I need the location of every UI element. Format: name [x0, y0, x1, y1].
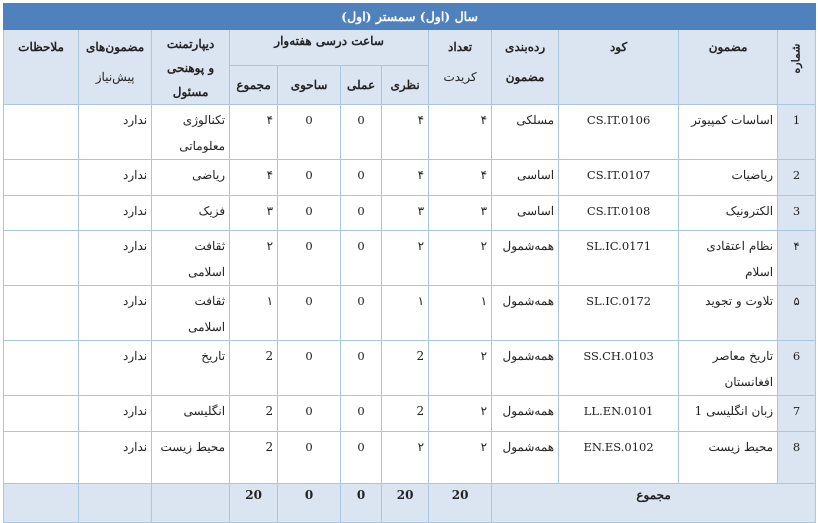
- theory-hours: 2: [382, 396, 429, 432]
- total-hours: 2: [230, 341, 278, 396]
- header-prerequisites: مضمون‌های پیش‌نیاز: [79, 30, 152, 105]
- subject-name: محیط زیست: [679, 432, 778, 484]
- subject-category: همه‌شمول: [492, 396, 559, 432]
- subject-category: اساسی: [492, 160, 559, 196]
- curriculum-table: [3, 3, 816, 523]
- row-number: 3: [778, 196, 816, 231]
- subject-category: همه‌شمول: [492, 341, 559, 396]
- theory-hours: ۲: [382, 231, 429, 286]
- field-hours: 0: [278, 160, 341, 196]
- header-row: [4, 30, 816, 66]
- header-notes: ملاحظات: [4, 30, 79, 105]
- table-row: [4, 432, 816, 484]
- subject-code: CS.IT.0108: [559, 196, 679, 231]
- practical-hours: 0: [341, 196, 382, 231]
- total-hours: ۲: [230, 231, 278, 286]
- credit-count: ۴: [429, 105, 492, 160]
- table-row: [4, 196, 816, 231]
- notes-cell: [4, 432, 79, 484]
- totals-theory: 20: [382, 484, 429, 523]
- subject-code: SL.IC.0172: [559, 286, 679, 341]
- totals-empty-prereq: [79, 484, 152, 523]
- row-number: 8: [778, 432, 816, 484]
- credit-count: ۴: [429, 160, 492, 196]
- header-field: ساحوی: [278, 65, 341, 104]
- notes-cell: [4, 286, 79, 341]
- totals-credits: 20: [429, 484, 492, 523]
- header-number: شماره: [778, 30, 816, 105]
- header-subject: مضمون: [679, 30, 778, 105]
- credit-count: ۲: [429, 231, 492, 286]
- theory-hours: ۳: [382, 196, 429, 231]
- theory-hours: ۴: [382, 160, 429, 196]
- header-code: کود: [559, 30, 679, 105]
- theory-hours: ۲: [382, 432, 429, 484]
- row-number: 7: [778, 396, 816, 432]
- practical-hours: 0: [341, 341, 382, 396]
- subject-code: LL.EN.0101: [559, 396, 679, 432]
- credit-count: ۲: [429, 432, 492, 484]
- header-credits: تعداد کریدت: [429, 30, 492, 105]
- table-title: سال (اول) سمستر (اول): [4, 4, 816, 30]
- subject-name: اساسات کمپیوتر: [679, 105, 778, 160]
- theory-hours: ۴: [382, 105, 429, 160]
- field-hours: 0: [278, 196, 341, 231]
- theory-hours: ۱: [382, 286, 429, 341]
- header-total: مجموع: [230, 65, 278, 104]
- subject-name: تلاوت و تجوید: [679, 286, 778, 341]
- subject-name: نظام اعتقادی اسلام: [679, 231, 778, 286]
- subject-category: همه‌شمول: [492, 286, 559, 341]
- practical-hours: 0: [341, 432, 382, 484]
- field-hours: 0: [278, 341, 341, 396]
- row-number: 6: [778, 341, 816, 396]
- totals-label: مجموع: [492, 484, 816, 523]
- department-name: محیط زیست: [152, 432, 230, 484]
- table-row: [4, 231, 816, 286]
- prerequisite: ندارد: [79, 432, 152, 484]
- header-category: رده‌بندی مضمون: [492, 30, 559, 105]
- subject-code: CS.IT.0107: [559, 160, 679, 196]
- prerequisite: ندارد: [79, 396, 152, 432]
- totals-practical: 0: [341, 484, 382, 523]
- prerequisite: ندارد: [79, 196, 152, 231]
- row-number: ۴: [778, 231, 816, 286]
- credit-count: ۳: [429, 196, 492, 231]
- subject-name: زبان انگلیسی 1: [679, 396, 778, 432]
- table-row: [4, 286, 816, 341]
- theory-hours: 2: [382, 341, 429, 396]
- department-name: فزیک: [152, 196, 230, 231]
- practical-hours: 0: [341, 396, 382, 432]
- prerequisite: ندارد: [79, 105, 152, 160]
- subject-category: اساسی: [492, 196, 559, 231]
- row-number: 1: [778, 105, 816, 160]
- department-name: تاریخ: [152, 341, 230, 396]
- prerequisite: ندارد: [79, 286, 152, 341]
- total-hours: ۴: [230, 160, 278, 196]
- total-hours: ۴: [230, 105, 278, 160]
- total-hours: 2: [230, 432, 278, 484]
- notes-cell: [4, 231, 79, 286]
- practical-hours: 0: [341, 105, 382, 160]
- notes-cell: [4, 396, 79, 432]
- department-name: تکنالوژی معلوماتی: [152, 105, 230, 160]
- credit-count: ۱: [429, 286, 492, 341]
- credit-count: ۲: [429, 396, 492, 432]
- field-hours: 0: [278, 432, 341, 484]
- row-number: 2: [778, 160, 816, 196]
- row-number: ۵: [778, 286, 816, 341]
- practical-hours: 0: [341, 160, 382, 196]
- department-name: ریاضی: [152, 160, 230, 196]
- header-theory: نظری: [382, 65, 429, 104]
- prerequisite: ندارد: [79, 341, 152, 396]
- subject-category: همه‌شمول: [492, 432, 559, 484]
- field-hours: 0: [278, 396, 341, 432]
- table-row: [4, 396, 816, 432]
- subject-category: همه‌شمول: [492, 231, 559, 286]
- practical-hours: 0: [341, 231, 382, 286]
- table-row: [4, 160, 816, 196]
- curriculum-table-container: [3, 3, 815, 523]
- subject-name: الکترونیک: [679, 196, 778, 231]
- total-hours: ۳: [230, 196, 278, 231]
- total-hours: ۱: [230, 286, 278, 341]
- notes-cell: [4, 105, 79, 160]
- prerequisite: ندارد: [79, 160, 152, 196]
- prerequisite: ندارد: [79, 231, 152, 286]
- subject-name: ریاضیات: [679, 160, 778, 196]
- credit-count: ۲: [429, 341, 492, 396]
- subject-code: EN.ES.0102: [559, 432, 679, 484]
- subject-name: تاریخ معاصر افغانستان: [679, 341, 778, 396]
- header-practical: عملی: [341, 65, 382, 104]
- subject-category: مسلکی: [492, 105, 559, 160]
- subject-code: SL.IC.0171: [559, 231, 679, 286]
- totals-row: [4, 484, 816, 523]
- totals-field: 0: [278, 484, 341, 523]
- totals-empty-dept: [152, 484, 230, 523]
- table-row: [4, 341, 816, 396]
- subject-code: CS.IT.0106: [559, 105, 679, 160]
- notes-cell: [4, 341, 79, 396]
- department-name: ثقافت اسلامی: [152, 231, 230, 286]
- table-row: [4, 105, 816, 160]
- header-department: دیپارتمنت و پوهنحی مسئول: [152, 30, 230, 105]
- department-name: ثقافت اسلامی: [152, 286, 230, 341]
- notes-cell: [4, 196, 79, 231]
- header-weekly-hours: ساعت درسی هفته‌وار: [230, 30, 429, 66]
- subject-code: SS.CH.0103: [559, 341, 679, 396]
- notes-cell: [4, 160, 79, 196]
- totals-empty-notes: [4, 484, 79, 523]
- total-hours: 2: [230, 396, 278, 432]
- field-hours: 0: [278, 105, 341, 160]
- field-hours: 0: [278, 286, 341, 341]
- totals-total: 20: [230, 484, 278, 523]
- field-hours: 0: [278, 231, 341, 286]
- practical-hours: 0: [341, 286, 382, 341]
- department-name: انگلیسی: [152, 396, 230, 432]
